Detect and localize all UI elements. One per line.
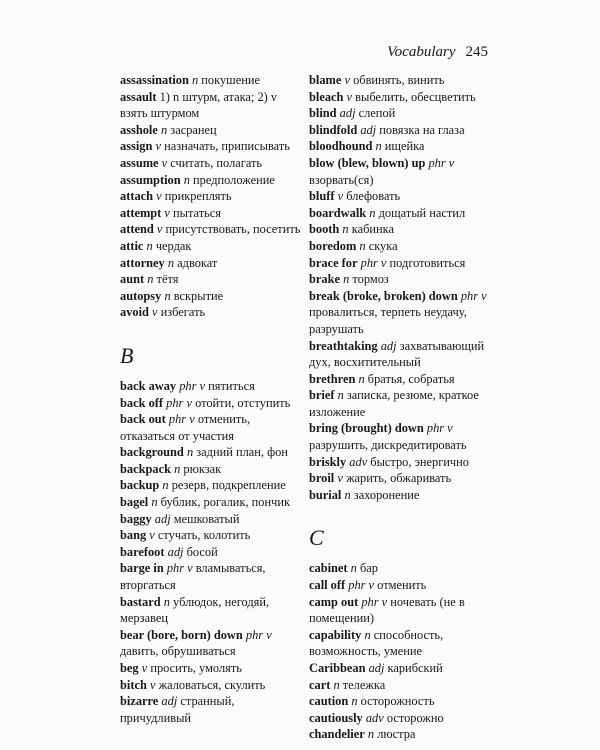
dictionary-entry [309, 122, 494, 139]
entry-definition: отменить [377, 578, 427, 593]
entry-definition: рюкзак [183, 461, 222, 476]
entry-part-of-speech: adj [161, 694, 178, 709]
entry-definition: ночевать (не в помещении) [309, 594, 465, 626]
entry-headword: barefoot [120, 544, 165, 559]
entry-headword: attach [120, 189, 154, 204]
entry-part-of-speech: adj [380, 338, 397, 353]
entry-headword: back off [120, 395, 164, 410]
entry-definition: присутствовать, посетить [165, 222, 301, 237]
entry-part-of-speech: v [161, 155, 168, 170]
entry-headword: bizarre [120, 694, 159, 709]
dictionary-entry [120, 660, 305, 677]
dictionary-entry [120, 494, 305, 511]
dictionary-entry [120, 693, 305, 726]
entry-headword: backup [120, 478, 160, 493]
entry-headword: briskly [309, 454, 347, 469]
dictionary-entry [120, 288, 305, 305]
entry-part-of-speech: phr v [168, 412, 195, 427]
entry-headword: bagel [120, 495, 149, 510]
dictionary-entry [120, 378, 305, 395]
dictionary-entry [309, 627, 494, 660]
entry-definition: покушение [201, 73, 260, 87]
dictionary-entry [309, 660, 494, 677]
entry-part-of-speech: n [147, 272, 154, 287]
entry-part-of-speech: adj [154, 511, 171, 526]
dictionary-entry [120, 511, 305, 528]
entry-definition: взорвать(ся) [309, 172, 374, 187]
dictionary-entry [309, 726, 494, 743]
entry-definition: предположение [193, 172, 275, 187]
entry-headword: cart [309, 677, 331, 692]
entry-definition: резерв, подкрепление [171, 478, 286, 493]
dictionary-entry [309, 255, 494, 272]
dictionary-entry [120, 238, 305, 255]
entry-definition: мешковатый [173, 511, 240, 526]
entry-part-of-speech: phr v [428, 155, 455, 170]
dictionary-entry [309, 72, 494, 89]
entry-part-of-speech: n [164, 288, 171, 303]
entry-part-of-speech: n [160, 122, 168, 137]
entry-part-of-speech: n [163, 594, 170, 609]
entry-headword: bastard [120, 594, 161, 609]
dictionary-entry [309, 420, 494, 453]
entry-definition: обвинять, винить [353, 73, 445, 87]
entry-definition: 1) n штурм, атака; 2) v взять штурмом [120, 89, 278, 121]
entry-definition: провалиться, терпеть неудачу, разрушать [309, 305, 467, 336]
entry-definition: считать, полагать [170, 155, 263, 170]
dictionary-entry [309, 205, 494, 222]
entry-headword: camp out [309, 594, 359, 609]
entry-definition: кабинка [351, 222, 394, 237]
entry-definition: пытаться [173, 205, 221, 220]
page-number: 245 [465, 44, 488, 60]
entry-definition: назначать, приписывать [164, 139, 290, 154]
entry-definition: засранец [170, 122, 217, 137]
entry-headword: avoid [120, 305, 149, 320]
dictionary-entry [309, 188, 494, 205]
entry-part-of-speech: n [183, 172, 190, 187]
entry-definition: тележка [342, 677, 386, 692]
entry-part-of-speech: n [358, 371, 365, 386]
entry-part-of-speech: phr v [166, 561, 193, 576]
dictionary-entry [309, 710, 494, 727]
entry-definition: подготовиться [389, 255, 466, 270]
entry-part-of-speech: adj [368, 661, 385, 675]
entry-part-of-speech: n [162, 478, 169, 493]
entry-part-of-speech: phr v [348, 578, 375, 593]
header-title: Vocabulary [387, 44, 456, 60]
entry-headword: burial [309, 487, 342, 502]
entry-definition: стучать, колотить [157, 528, 251, 543]
entry-part-of-speech: n [350, 561, 357, 576]
entry-headword: cautiously [309, 710, 363, 725]
entry-headword: bear (bore, born) down [120, 627, 243, 642]
entry-definition: записка, резюме, краткое изложение [309, 388, 479, 419]
dictionary-entry [120, 594, 305, 627]
entry-definition: адвокат [177, 255, 218, 270]
entry-definition: осторожность [360, 694, 435, 709]
entry-definition: бублик, рогалик, пончик [160, 495, 290, 510]
entry-part-of-speech: adj [167, 544, 184, 559]
entry-headword: breathtaking [309, 338, 378, 353]
entry-part-of-speech: n [191, 73, 199, 87]
entry-definition: вламываться, вторгаться [120, 561, 266, 593]
entry-definition: выбелить, обесцветить [355, 89, 476, 104]
entry-headword: attorney [120, 255, 165, 270]
entry-definition: босой [186, 544, 218, 559]
dictionary-entry [120, 304, 305, 321]
entry-headword: assumption [120, 172, 181, 187]
entry-definition: странный, причудливый [120, 694, 235, 725]
entry-definition: жаловаться, скулить [158, 677, 266, 692]
entry-definition: бар [359, 561, 378, 576]
dictionary-entry [120, 527, 305, 544]
entry-definition: осторожно [386, 710, 444, 725]
entry-definition: скука [368, 238, 398, 253]
entry-definition: карибский [387, 661, 443, 675]
entry-definition: тётя [156, 272, 179, 287]
entry-headword: blame [309, 73, 342, 87]
dictionary-entry [309, 677, 494, 694]
entry-headword: bluff [309, 189, 335, 204]
entry-part-of-speech: v [164, 205, 170, 220]
dictionary-entry [120, 205, 305, 222]
entry-definition: способность, возможность, умение [309, 627, 444, 659]
entry-headword: attend [120, 222, 154, 237]
dictionary-entry [309, 338, 494, 371]
entry-definition: повязка на глаза [379, 122, 465, 137]
entry-definition: избегать [160, 305, 206, 320]
entry-headword: asshole [120, 122, 158, 137]
entry-part-of-speech: v [149, 677, 156, 692]
entry-headword: blindfold [309, 122, 358, 137]
dictionary-entry [309, 470, 494, 487]
entry-part-of-speech: n [167, 255, 175, 270]
dictionary-entry [309, 594, 494, 627]
dictionary-entry [309, 288, 494, 338]
entry-part-of-speech: adv [349, 454, 368, 469]
entry-definition: ублюдок, негодяй, мерзавец [120, 594, 270, 626]
dictionary-entry [120, 677, 305, 694]
entry-definition: захоронение [353, 487, 420, 502]
entry-headword: back out [120, 412, 166, 427]
entry-part-of-speech: v [337, 471, 343, 486]
entry-definition: задний план, фон [196, 445, 288, 460]
entry-headword: capability [309, 627, 362, 642]
entry-headword: brief [309, 388, 335, 403]
dictionary-entry [120, 122, 305, 139]
entry-definition: жарить, обжаривать [345, 471, 452, 486]
entry-part-of-speech: n [367, 727, 375, 742]
dictionary-entry [309, 560, 494, 577]
entry-headword: chandelier [309, 727, 365, 742]
entry-definition: разрушить, дискредитировать [309, 438, 467, 453]
entry-headword: boredom [309, 238, 357, 253]
entry-headword: attempt [120, 205, 162, 220]
dictionary-entry [120, 560, 305, 593]
entry-part-of-speech: phr v [166, 395, 192, 410]
entry-part-of-speech: adj [339, 106, 356, 121]
entry-definition: просить, умолять [150, 661, 242, 675]
dictionary-entry [120, 411, 305, 444]
entry-definition: прикреплять [164, 189, 232, 204]
entry-headword: assassination [120, 73, 189, 87]
entry-part-of-speech: v [156, 222, 163, 237]
dictionary-entry [309, 271, 494, 288]
entry-definition: слепой [358, 106, 396, 121]
dictionary-entry [309, 454, 494, 471]
dictionary-entry [120, 155, 305, 172]
entry-part-of-speech: n [344, 487, 351, 502]
entry-headword: brake [309, 272, 340, 287]
dictionary-entry [120, 255, 305, 272]
entry-headword: booth [309, 222, 340, 237]
entry-headword: bring (brought) down [309, 421, 424, 436]
entry-definition: вскрытие [173, 288, 224, 303]
entry-part-of-speech: n [375, 139, 382, 154]
entry-part-of-speech: adj [360, 122, 377, 137]
entry-definition: блефовать [346, 189, 401, 204]
entry-part-of-speech: n [186, 445, 194, 460]
entry-part-of-speech: phr v [245, 627, 272, 642]
section-letter: C [309, 525, 324, 551]
dictionary-entry [309, 89, 494, 106]
entry-part-of-speech: v [152, 305, 158, 320]
entry-headword: attic [120, 238, 144, 253]
entry-part-of-speech: v [141, 661, 148, 675]
entry-headword: bleach [309, 89, 344, 104]
entry-headword: bitch [120, 677, 147, 692]
entry-part-of-speech: n [343, 272, 350, 287]
entry-headword: blow (blew, blown) up [309, 155, 426, 170]
entry-part-of-speech: n [364, 627, 371, 642]
entry-headword: assault [120, 89, 157, 104]
entry-definition: быстро, энергично [370, 454, 469, 469]
entry-definition: захватывающий дух, восхитительный [309, 338, 485, 370]
left-column [120, 72, 305, 726]
page-header [387, 44, 488, 61]
dictionary-entry [120, 271, 305, 288]
dictionary-entry [120, 221, 305, 238]
section-letter: B [120, 342, 134, 368]
dictionary-entry [120, 395, 305, 412]
entry-headword: brace for [309, 255, 358, 270]
dictionary-entry [309, 138, 494, 155]
entry-part-of-speech: v [156, 189, 162, 204]
entry-part-of-speech: phr v [179, 378, 206, 393]
entry-part-of-speech: n [174, 461, 181, 476]
entry-headword: aunt [120, 272, 145, 287]
entry-headword: assign [120, 139, 153, 154]
right-column [309, 72, 494, 743]
entry-definition: тормоз [352, 272, 389, 287]
entry-headword: baggy [120, 511, 152, 526]
entry-part-of-speech: n [342, 222, 349, 237]
entry-part-of-speech: n [333, 677, 340, 692]
entry-headword: boardwalk [309, 205, 367, 220]
dictionary-entry [120, 477, 305, 494]
dictionary-entry [120, 544, 305, 561]
dictionary-entry [309, 105, 494, 122]
dictionary-entry [309, 238, 494, 255]
entry-definition: пятиться [208, 378, 255, 393]
entry-headword: broil [309, 471, 335, 486]
entry-part-of-speech: phr v [460, 288, 487, 303]
entry-definition: отменить, отказаться от участия [120, 412, 251, 443]
entry-part-of-speech: n [337, 388, 344, 403]
dictionary-entry [309, 155, 494, 188]
entry-headword: bloodhound [309, 139, 373, 154]
dictionary-entry [120, 172, 305, 189]
entry-definition: дощатый настил [378, 205, 466, 220]
entry-definition: чердак [155, 238, 192, 253]
entry-headword: break (broke, broken) down [309, 288, 458, 303]
entry-headword: caution [309, 694, 349, 709]
entry-part-of-speech: v [346, 89, 353, 104]
entry-part-of-speech: v [337, 189, 344, 204]
entry-part-of-speech: n [369, 205, 376, 220]
entry-definition: отойти, отступить [195, 395, 291, 410]
dictionary-entry [120, 89, 305, 122]
entry-headword: brethren [309, 371, 356, 386]
dictionary-entry [120, 72, 305, 89]
entry-headword: barge in [120, 561, 164, 576]
dictionary-entry [309, 387, 494, 420]
entry-part-of-speech: n [151, 495, 158, 510]
entry-part-of-speech: n [351, 694, 358, 709]
dictionary-entry [309, 371, 494, 388]
dictionary-entry [309, 693, 494, 710]
entry-headword: cabinet [309, 561, 348, 576]
entry-definition: люстра [377, 727, 416, 742]
dictionary-entry [120, 627, 305, 660]
entry-part-of-speech: v [344, 73, 350, 87]
entry-definition: братья, собратья [367, 371, 455, 386]
entry-part-of-speech: phr v [360, 255, 387, 270]
entry-part-of-speech: n [359, 238, 366, 253]
dictionary-entry [309, 577, 494, 594]
entry-headword: background [120, 445, 184, 460]
entry-headword: beg [120, 661, 139, 675]
entry-headword: call off [309, 578, 346, 593]
entry-definition: давить, обрушиваться [120, 644, 236, 659]
dictionary-entry [309, 221, 494, 238]
entry-headword: Caribbean [309, 661, 366, 675]
entry-part-of-speech: v [155, 139, 161, 154]
entry-headword: backpack [120, 461, 171, 476]
entry-part-of-speech: phr v [361, 594, 388, 609]
entry-part-of-speech: phr v [426, 421, 453, 436]
entry-headword: bang [120, 528, 147, 543]
dictionary-entry [120, 188, 305, 205]
entry-definition: ищейка [384, 139, 425, 154]
dictionary-entry [309, 487, 494, 504]
entry-headword: autopsy [120, 288, 162, 303]
entry-part-of-speech: v [149, 528, 155, 543]
dictionary-entry [120, 461, 305, 478]
dictionary-entry [120, 444, 305, 461]
dictionary-entry [120, 138, 305, 155]
entry-headword: back away [120, 378, 177, 393]
entry-headword: blind [309, 106, 337, 121]
entry-headword: assume [120, 155, 159, 170]
entry-part-of-speech: adv [365, 710, 384, 725]
entry-part-of-speech: n [146, 238, 153, 253]
